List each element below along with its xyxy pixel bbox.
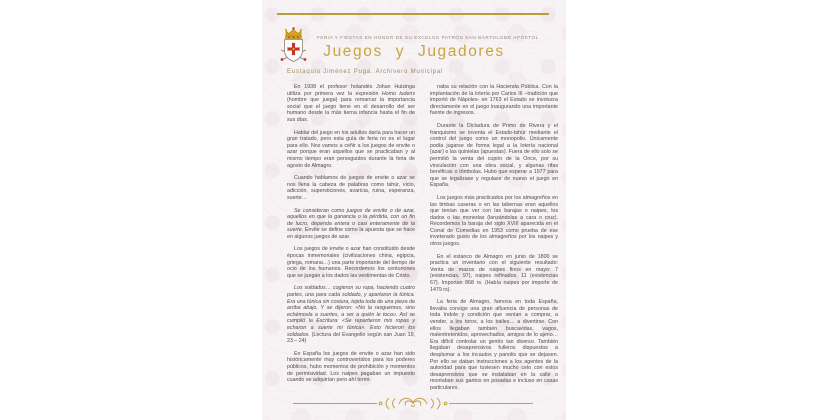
- paragraph: Cuando hablamos de juegos de envite o azar se nos llena la cabeza de palabras como tahúr, vicio, adicción, supersticiones, avaricia, ruina, esperanza, suerte…: [287, 175, 415, 201]
- page-title: Juegos y Jugadores: [323, 43, 505, 60]
- paragraph: En el estanco de Almagro en junio de 1800 se practica un inventario con el siguiente resultado: Venta de mazos de naipes finos en mayo: 7 (existencias, 97), naipes refinados, 11 (existencias 67). Importan 868 rs. (Había naipes por importe de 1479 rs).: [430, 253, 558, 293]
- document-sheet: [262, 0, 566, 420]
- paragraph: Los juegos más practicados por los almagreños en las timbas caseras o en las tabernas eran aquellos que tenían que ver con las barajas o naipes, los dados o las monedas (lanzándolas a cara o cruz). Recordemos la baraja del siglo XVIII aparecida en el Corral de Comedias en 1953 como prueba de ese inveterado gusto de los almagreños por los naipes y otros juegos.: [430, 194, 558, 248]
- text-column-left: [287, 84, 415, 396]
- gold-flourish-divider-icon: [293, 396, 533, 410]
- paragraph: naba su relación con la Hacienda Pública. Con la implantación de la lotería por Carlos III –tradición que importó de Nápoles- en 1763 el Estado se involucra directamente en el juego inaugurando una importante fuente de ingresos.: [430, 84, 558, 117]
- text-column-right: [430, 84, 558, 396]
- article-body: [287, 84, 558, 396]
- paragraph: Se consideran como juegos de envite o de azar, aquellos en que la ganancia o la pérdida, con un fin de lucro, dependa entera o casi enteramente de la suerte. Envite se define como la apuesta que se hace en algunos juegos de azar.: [287, 207, 415, 240]
- author-line: Eustaquio Jiménez Puga. Archivero Municipal: [287, 69, 444, 75]
- paragraph: Los soldados… cogieron su ropa, haciendo cuatro partes, una para cada soldado, y apartaron la túnica. Era una túnica sin costura, tejida toda de una pieza de arriba abajo. Y se dijeron: «No la rasguemos, sino echémosla a suertes, a ver a quién le toca». Así se cumplió la Escritura: «Se repartieron mis ropas y echaron a suerte mi túnica». Esto hicieron los soldados. (Lectura del Evangelio según san Juan 19, 23 – 24): [287, 285, 415, 345]
- paragraph: Hablar del juego en los adultos daría para hacer un gran tratado, pero esta guía de feria no es el lugar para ello. Nos vamos a ceñir a los juegos de envite o azar porque eran aquellos que se practicaban y al mismo tiempo eran perseguidos durante la feria de agosto de Almagro.: [287, 129, 415, 169]
- paragraph: En España los juegos de envite o azar han sido históricamente muy controvertidos para los poderes públicos, hubo momentos de prohibición y momentos de permisividad. Los naipes pagaban un impuesto cuando se adquirían pero ahí termi-: [287, 350, 415, 384]
- paragraph: Durante la Dictadura de Primo de Rivera y el franquismo se inventa el Estado-tahúr mediante el control del juego como un monopolio. Únicamente podía jugarse de forma legal a la lotería nacional (azar) o las quinielas (apuestas). Fuera de ello solo se permitió la venta del cupón de la Once, por su vinculación con una obra social, y algunas rifas benéficas o tómbolas. Hubo que esperar a 1977 para que se legalizase y regulase de nuevo el juego en España.: [430, 122, 558, 189]
- paragraph: Los juegos de envite o azar han constituido desde épocas inmemoriales (civilizaciones china, egipcia, griega, romana…) una parte importante del tiempo de ocio de los humanos. Recordemos los centuriones que se juegan a los dados las vestimentas de Cristo.: [287, 246, 415, 279]
- top-gold-rule: [277, 13, 549, 15]
- paragraph: En 1938 el profesor holandés Johan Huizinga utiliza por primera vez la expresión Homo ludens (hombre que juega) para remarcar la importancia social que el juego tiene en el desarrollo del ser humano desde la más tierna infancia hasta el fin de sus días.: [287, 84, 415, 123]
- paragraph: La feria de Almagro, famosa en toda España, llevaba consigo una gran afluencia de personas de toda índole y condición que venían a comprar, a vender, a los toros, a los bailes… a divertirse. Con ellos llegaban también buscavidas, vagos, malentretenidos, aprovechados, amigos de lo ajeno… Era difícil controlar un gentío tan diverso. También llegaban desaprensivos fulleros dispuestos a desplumar a los incautos y panolis que se dejasen. Por ello se daban instrucciones a los agentes de la autoridad para que tuviesen mucho celo con estos desaprensivos que se instalaban en la calle o montaban sus garitos en posadas e incluso en casas particulares.: [430, 299, 558, 391]
- festival-header-text: FERIA Y FIESTAS EN HONOR DE SU EXCELSO PATRÓN SAN BARTOLOMÉ APÓSTOL: [317, 35, 539, 40]
